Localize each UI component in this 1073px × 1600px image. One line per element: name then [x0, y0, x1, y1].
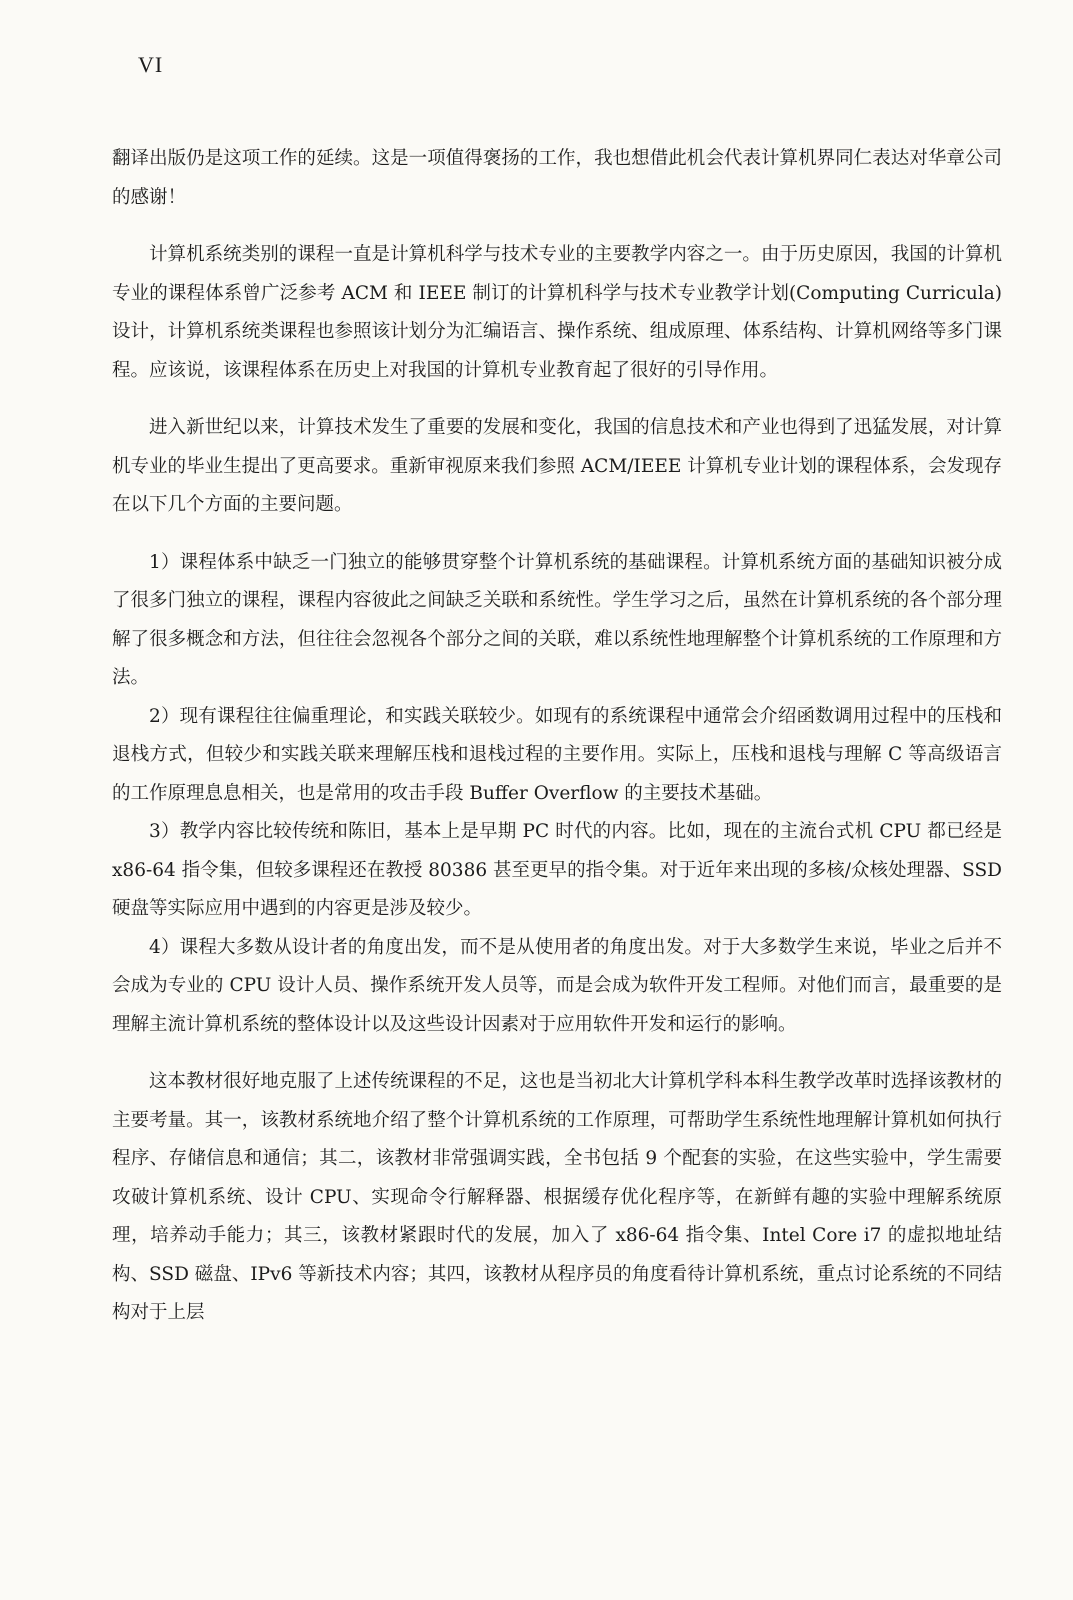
list-item-problem-3: 3）教学内容比较传统和陈旧，基本上是早期 PC 时代的内容。比如，现在的主流台式机 CPU 都已经是 x86-64 指令集，但较多课程还在教授 80386 甚至更早的指令集。对于近年来出现的多核/众核处理器、SSD 硬盘等实际应用中遇到的内容更是涉及较少。: [112, 821, 1002, 919]
paragraph-curriculum-history: 计算机系统类别的课程一直是计算机科学与技术专业的主要教学内容之一。由于历史原因，我国的计算机专业的课程体系曾广泛参考 ACM 和 IEEE 制订的计算机科学与技术专业教学计划(Computing Curricula)设计，计算机系统类课程也参照该计划分为汇编语言、操作系统、组成原理、体系结构、计算机网络等多门课程。应该说，该课程体系在历史上对我国的计算机专业教育起了很好的引导作用。: [112, 244, 1002, 381]
paragraph-continuation: 翻译出版仍是这项工作的延续。这是一项值得褒扬的工作，我也想借此机会代表计算机界同仁表达对华章公司的感谢！: [112, 148, 1002, 208]
body-text: [112, 140, 1002, 1333]
page-number: VI: [138, 52, 164, 77]
list-item-problem-1: 1）课程体系中缺乏一门独立的能够贯穿整个计算机系统的基础课程。计算机系统方面的基础知识被分成了很多门独立的课程，课程内容彼此之间缺乏关联和系统性。学生学习之后，虽然在计算机系统的各个部分理解了很多概念和方法，但往往会忽视各个部分之间的关联，难以系统性地理解整个计算机系统的工作原理和方法。: [112, 551, 1002, 688]
paragraph-new-century: 进入新世纪以来，计算技术发生了重要的发展和变化，我国的信息技术和产业也得到了迅猛发展，对计算机专业的毕业生提出了更高要求。重新审视原来我们参照 ACM/IEEE 计算机专业计划的课程体系，会发现存在以下几个方面的主要问题。: [112, 417, 1002, 515]
list-item-problem-4: 4）课程大多数从设计者的角度出发，而不是从使用者的角度出发。对于大多数学生来说，毕业之后并不会成为专业的 CPU 设计人员、操作系统开发人员等，而是会成为软件开发工程师。对他们而言，最重要的是理解主流计算机系统的整体设计以及这些设计因素对于应用软件开发和运行的影响。: [112, 936, 1002, 1035]
paragraph-textbook-advantages: 这本教材很好地克服了上述传统课程的不足，这也是当初北大计算机学科本科生教学改革时选择该教材的主要考量。其一，该教材系统地介绍了整个计算机系统的工作原理，可帮助学生系统性地理解计算机如何执行程序、存储信息和通信；其二，该教材非常强调实践，全书包括 9 个配套的实验，在这些实验中，学生需要攻破计算机系统、设计 CPU、实现命令行解释器、根据缓存优化程序等，在新鲜有趣的实验中理解系统原理，培养动手能力；其三，该教材紧跟时代的发展，加入了 x86-64 指令集、Intel Core i7 的虚拟地址结构、SSD 磁盘、IPv6 等新技术内容；其四，该教材从程序员的角度看待计算机系统，重点讨论系统的不同结构对于上层: [112, 1071, 1002, 1323]
list-item-problem-2: 2）现有课程往往偏重理论，和实践关联较少。如现有的系统课程中通常会介绍函数调用过程中的压栈和退栈方式，但较少和实践关联来理解压栈和退栈过程的主要作用。实际上，压栈和退栈与理解 C 等高级语言的工作原理息息相关，也是常用的攻击手段 Buffer Overflow 的主要技术基础。: [112, 705, 1002, 804]
